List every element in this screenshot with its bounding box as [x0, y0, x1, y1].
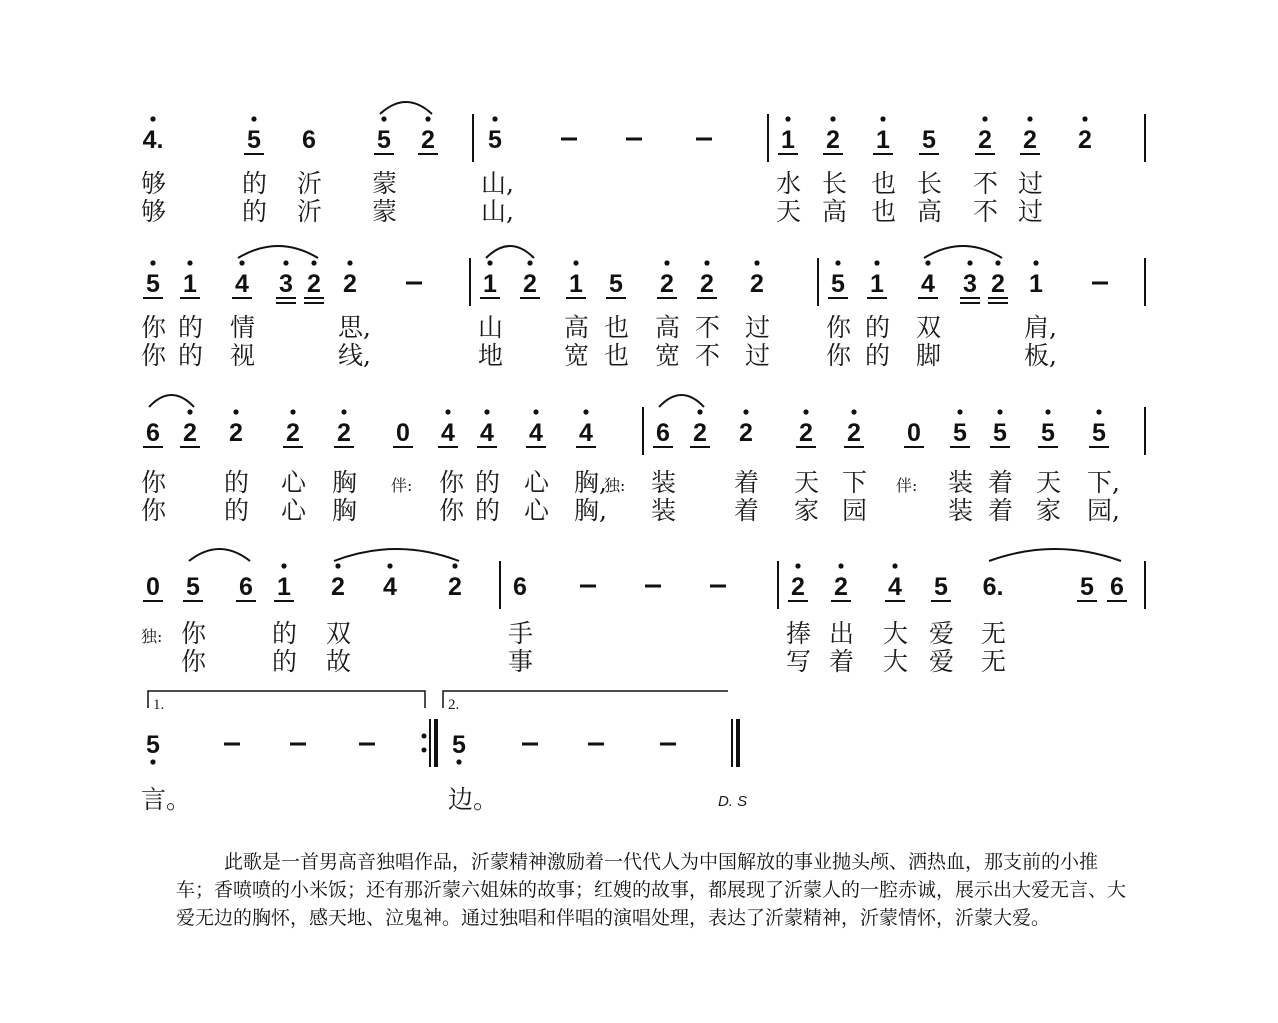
lyric-syllable: 也: [871, 169, 897, 198]
lyric-syllable: 山,: [481, 197, 514, 226]
note-digit: 2: [847, 419, 861, 447]
lyric-syllable: 脚: [916, 341, 942, 370]
lyric-syllable: 过: [1018, 169, 1044, 198]
note-digit: 2: [307, 270, 321, 298]
high-octave-dot: [527, 260, 532, 265]
lyric-syllable: 的: [242, 197, 268, 226]
note-digit: 5: [186, 573, 200, 601]
note-digit: 4: [921, 270, 935, 298]
note-digit: 2: [421, 126, 435, 154]
note-digit: 6.: [982, 573, 1004, 601]
note-digit: 5: [922, 126, 936, 154]
high-octave-dot: [487, 260, 492, 265]
note-digit: 6: [513, 573, 527, 601]
lyric-syllable: 不: [973, 197, 999, 226]
volta-number: 2.: [448, 697, 460, 713]
note-digit: 5: [993, 419, 1007, 447]
note-digit: 4: [383, 573, 397, 601]
note-digit: 2: [826, 126, 840, 154]
lyric-syllable: 宽: [655, 341, 681, 370]
lyric-syllable: 的: [865, 313, 891, 342]
note-digit: 2: [183, 419, 197, 447]
lyric-syllable: 天: [1036, 468, 1062, 497]
high-octave-dot: [583, 409, 588, 414]
lyric-syllable: 大: [883, 619, 909, 648]
note-digit: 2: [791, 573, 805, 601]
low-octave-dot: [150, 759, 155, 764]
lyric-syllable: 大: [883, 647, 909, 676]
high-octave-dot: [892, 563, 897, 568]
lyric-syllable: 视: [230, 341, 256, 370]
high-octave-dot: [492, 116, 497, 121]
note-digit: 3: [279, 270, 293, 298]
lyric-syllable: 的: [242, 169, 268, 198]
note-digit: 1: [277, 573, 291, 601]
note-digit: 5: [247, 126, 261, 154]
lyric-syllable: 沂: [297, 197, 323, 226]
high-octave-dot: [1082, 116, 1087, 121]
high-octave-dot: [830, 116, 835, 121]
note-digit: 6: [239, 573, 253, 601]
note-digit: 2: [1023, 126, 1037, 154]
high-octave-dot: [281, 563, 286, 568]
slur-arc: [189, 549, 250, 561]
lyric-syllable: 心: [524, 468, 550, 497]
high-octave-dot: [150, 260, 155, 265]
high-octave-dot: [957, 409, 962, 414]
high-octave-dot: [997, 409, 1002, 414]
part-marker: 伴:: [896, 476, 918, 495]
lyric-syllable: 的: [272, 647, 298, 676]
lyric-syllable: 言。: [141, 785, 192, 814]
lyric-syllable: 你: [141, 496, 167, 525]
lyric-syllable: 你: [826, 341, 852, 370]
note-digit: 2: [693, 419, 707, 447]
volta-bracket: [443, 691, 728, 708]
lyric-syllable: 的: [475, 468, 501, 497]
high-octave-dot: [925, 260, 930, 265]
low-octave-dot: [456, 759, 461, 764]
lyric-syllable: 你: [439, 468, 465, 497]
note-digit: 2: [523, 270, 537, 298]
high-octave-dot: [835, 260, 840, 265]
part-marker: 独:: [141, 627, 163, 646]
note-digit: 5: [1092, 419, 1106, 447]
lyric-syllable: 你: [826, 313, 852, 342]
lyric-syllable: 情: [230, 313, 256, 342]
high-octave-dot: [785, 116, 790, 121]
lyric-syllable: 线,: [338, 341, 371, 370]
note-digit: 5: [377, 126, 391, 154]
high-octave-dot: [880, 116, 885, 121]
lyric-syllable: 着: [829, 647, 855, 676]
note-digit: 2: [834, 573, 848, 601]
note-digit: 2: [448, 573, 462, 601]
note-digit: 1: [876, 126, 890, 154]
lyric-syllable: 心: [281, 496, 307, 525]
lyric-syllable: 板,: [1024, 341, 1057, 370]
slur-arc: [989, 549, 1121, 561]
lyric-syllable: 装: [948, 496, 974, 525]
high-octave-dot: [445, 409, 450, 414]
lyric-syllable: 你: [141, 313, 167, 342]
lyric-syllable: 够: [141, 197, 167, 226]
note-digit: 1: [870, 270, 884, 298]
lyric-syllable: 高: [822, 197, 848, 226]
lyric-syllable: 你: [181, 647, 207, 676]
lyric-syllable: 园,: [1087, 496, 1120, 525]
high-octave-dot: [795, 563, 800, 568]
high-octave-dot: [1096, 409, 1101, 414]
lyric-syllable: 的: [865, 341, 891, 370]
lyric-syllable: 天: [776, 197, 802, 226]
lyric-syllable: 写: [786, 647, 812, 676]
high-octave-dot: [803, 409, 808, 414]
lyric-syllable: 高: [564, 313, 590, 342]
volta-bracket: [148, 691, 425, 708]
lyric-syllable: 过: [745, 313, 771, 342]
lyric-syllable: 天: [794, 468, 820, 497]
note-digit: 3: [963, 270, 977, 298]
lyric-syllable: 高: [655, 313, 681, 342]
high-octave-dot: [838, 563, 843, 568]
note-digit: 5: [831, 270, 845, 298]
lyric-syllable: 你: [181, 619, 207, 648]
high-octave-dot: [533, 409, 538, 414]
high-octave-dot: [347, 260, 352, 265]
lyric-syllable: 也: [604, 341, 630, 370]
lyric-syllable: 的: [224, 496, 250, 525]
lyric-syllable: 不: [973, 169, 999, 198]
high-octave-dot: [251, 116, 256, 121]
high-octave-dot: [967, 260, 972, 265]
lyric-syllable: 故: [326, 647, 352, 676]
lyric-syllable: 山,: [481, 169, 514, 198]
lyric-syllable: 你: [439, 496, 465, 525]
note-digit: 2: [660, 270, 674, 298]
lyric-syllable: 水: [776, 169, 802, 198]
high-octave-dot: [704, 260, 709, 265]
high-octave-dot: [381, 116, 386, 121]
lyric-syllable: 不: [695, 313, 721, 342]
high-octave-dot: [283, 260, 288, 265]
dal-segno-mark: D. S: [718, 793, 748, 810]
high-octave-dot: [425, 116, 430, 121]
lyric-syllable: 爱: [929, 619, 955, 648]
lyric-syllable: 事: [508, 647, 534, 676]
high-octave-dot: [187, 260, 192, 265]
high-octave-dot: [484, 409, 489, 414]
lyric-syllable: 你: [141, 341, 167, 370]
note-digit: 5: [1080, 573, 1094, 601]
lyric-syllable: 爱: [929, 647, 955, 676]
note-digit: 5: [953, 419, 967, 447]
slur-arc: [149, 395, 194, 407]
note-digit: 5: [146, 270, 160, 298]
note-digit: 6: [302, 126, 316, 154]
lyric-syllable: 的: [224, 468, 250, 497]
lyric-syllable: 着: [734, 468, 760, 497]
lyric-syllable: 家: [794, 496, 820, 525]
lyric-syllable: 边。: [448, 785, 499, 814]
part-marker: 伴:: [391, 476, 413, 495]
high-octave-dot: [233, 409, 238, 414]
note-digit: 4: [888, 573, 902, 601]
lyric-syllable: 山: [478, 313, 504, 342]
slur-arc: [486, 246, 534, 258]
note-digit: 2: [1078, 126, 1092, 154]
song-description: [176, 848, 1126, 932]
high-octave-dot: [874, 260, 879, 265]
lyric-syllable: 出: [829, 619, 855, 648]
high-octave-dot: [452, 563, 457, 568]
high-octave-dot: [1027, 116, 1032, 121]
lyric-syllable: 肩,: [1024, 313, 1057, 342]
lyric-syllable: 手: [508, 619, 534, 648]
lyric-syllable: 够: [141, 169, 167, 198]
lyric-syllable: 蒙: [372, 169, 398, 198]
note-digit: 6: [1110, 573, 1124, 601]
lyric-syllable: 思,: [338, 313, 371, 342]
note-digit: 4: [235, 270, 249, 298]
note-digit: 5: [146, 731, 160, 759]
lyric-syllable: 胸,: [574, 468, 607, 497]
lyric-syllable: 捧: [786, 619, 812, 648]
high-octave-dot: [150, 116, 155, 121]
lyric-syllable: 胸,: [574, 496, 607, 525]
high-octave-dot: [697, 409, 702, 414]
lyric-syllable: 着: [988, 468, 1014, 497]
lyric-syllable: 胸: [332, 468, 358, 497]
lyric-syllable: 着: [988, 496, 1014, 525]
lyric-syllable: 地: [478, 341, 504, 370]
lyric-syllable: 胸: [332, 496, 358, 525]
lyric-syllable: 的: [178, 313, 204, 342]
note-digit: 4: [480, 419, 494, 447]
note-digit: 1: [183, 270, 197, 298]
slur-arc: [238, 246, 318, 258]
high-octave-dot: [311, 260, 316, 265]
slur-arc: [380, 102, 432, 114]
note-digit: 5: [609, 270, 623, 298]
high-octave-dot: [341, 409, 346, 414]
note-digit: 0: [146, 573, 160, 601]
repeat-dot: [422, 748, 427, 753]
high-octave-dot: [573, 260, 578, 265]
lyric-syllable: 双: [916, 313, 942, 342]
lyric-syllable: 过: [745, 341, 771, 370]
note-digit: 0: [396, 419, 410, 447]
lyric-syllable: 蒙: [372, 197, 398, 226]
lyric-syllable: 装: [651, 468, 677, 497]
lyric-syllable: 的: [475, 496, 501, 525]
lyric-syllable: 园: [842, 496, 868, 525]
lyric-syllable: 心: [281, 468, 307, 497]
note-digit: 1: [1029, 270, 1043, 298]
lyric-syllable: 装: [948, 468, 974, 497]
volta-number: 1.: [153, 697, 165, 713]
note-digit: 1: [781, 126, 795, 154]
high-octave-dot: [982, 116, 987, 121]
note-digit: 2: [337, 419, 351, 447]
lyric-syllable: 的: [178, 341, 204, 370]
note-digit: 2: [343, 270, 357, 298]
lyric-syllable: 长: [917, 169, 943, 198]
high-octave-dot: [851, 409, 856, 414]
lyric-syllable: 家: [1036, 496, 1062, 525]
high-octave-dot: [743, 409, 748, 414]
part-marker: 独:: [604, 476, 626, 495]
note-digit: 2: [331, 573, 345, 601]
high-octave-dot: [1045, 409, 1050, 414]
note-digit: 2: [750, 270, 764, 298]
lyric-syllable: 心: [524, 496, 550, 525]
slur-arc: [659, 395, 704, 407]
note-digit: 2: [286, 419, 300, 447]
high-octave-dot: [664, 260, 669, 265]
note-digit: 2: [978, 126, 992, 154]
lyric-syllable: 双: [326, 619, 352, 648]
repeat-dot: [422, 734, 427, 739]
note-digit: 2: [739, 419, 753, 447]
lyric-syllable: 宽: [564, 341, 590, 370]
note-digit: 2: [229, 419, 243, 447]
lyric-syllable: 长: [822, 169, 848, 198]
slur-arc: [924, 246, 1002, 258]
lyric-syllable: 下,: [1087, 468, 1120, 497]
note-digit: 4: [441, 419, 455, 447]
high-octave-dot: [995, 260, 1000, 265]
note-digit: 5: [452, 731, 466, 759]
lyric-syllable: 的: [272, 619, 298, 648]
high-octave-dot: [754, 260, 759, 265]
note-digit: 4.: [142, 126, 164, 154]
lyric-syllable: 无: [981, 647, 1007, 676]
high-octave-dot: [335, 563, 340, 568]
lyric-syllable: 也: [604, 313, 630, 342]
note-digit: 6: [656, 419, 670, 447]
lyric-syllable: 过: [1018, 197, 1044, 226]
note-digit: 6: [146, 419, 160, 447]
lyric-syllable: 下: [842, 468, 868, 497]
lyric-syllable: 你: [141, 468, 167, 497]
note-digit: 2: [700, 270, 714, 298]
note-digit: 5: [488, 126, 502, 154]
lyric-syllable: 无: [981, 619, 1007, 648]
description-text: 此歌是一首男高音独唱作品，沂蒙精神激励着一代代人为中国解放的事业抛头颅、洒热血，那支前的小推车；香喷喷的小米饭；还有那沂蒙六姐妹的故事；红嫂的故事，都展现了沂蒙人的一腔赤诚，展示出大爱无言、大爱无边的胸怀，感天地、泣鬼神。通过独唱和伴唱的演唱处理，表达了沂蒙精神，沂蒙情怀，沂蒙大爱。: [176, 851, 1127, 929]
note-digit: 1: [483, 270, 497, 298]
note-digit: 5: [1041, 419, 1055, 447]
slur-arc: [334, 549, 459, 561]
note-digit: 5: [934, 573, 948, 601]
note-digit: 2: [991, 270, 1005, 298]
note-digit: 4: [579, 419, 593, 447]
high-octave-dot: [387, 563, 392, 568]
note-digit: 0: [907, 419, 921, 447]
note-digit: 2: [799, 419, 813, 447]
note-digit: 1: [569, 270, 583, 298]
high-octave-dot: [1033, 260, 1038, 265]
lyric-syllable: 高: [917, 197, 943, 226]
lyric-syllable: 着: [734, 496, 760, 525]
high-octave-dot: [239, 260, 244, 265]
note-digit: 4: [529, 419, 543, 447]
lyric-syllable: 沂: [297, 169, 323, 198]
lyric-syllable: 装: [651, 496, 677, 525]
lyric-syllable: 不: [695, 341, 721, 370]
high-octave-dot: [187, 409, 192, 414]
lyric-syllable: 也: [871, 197, 897, 226]
high-octave-dot: [290, 409, 295, 414]
